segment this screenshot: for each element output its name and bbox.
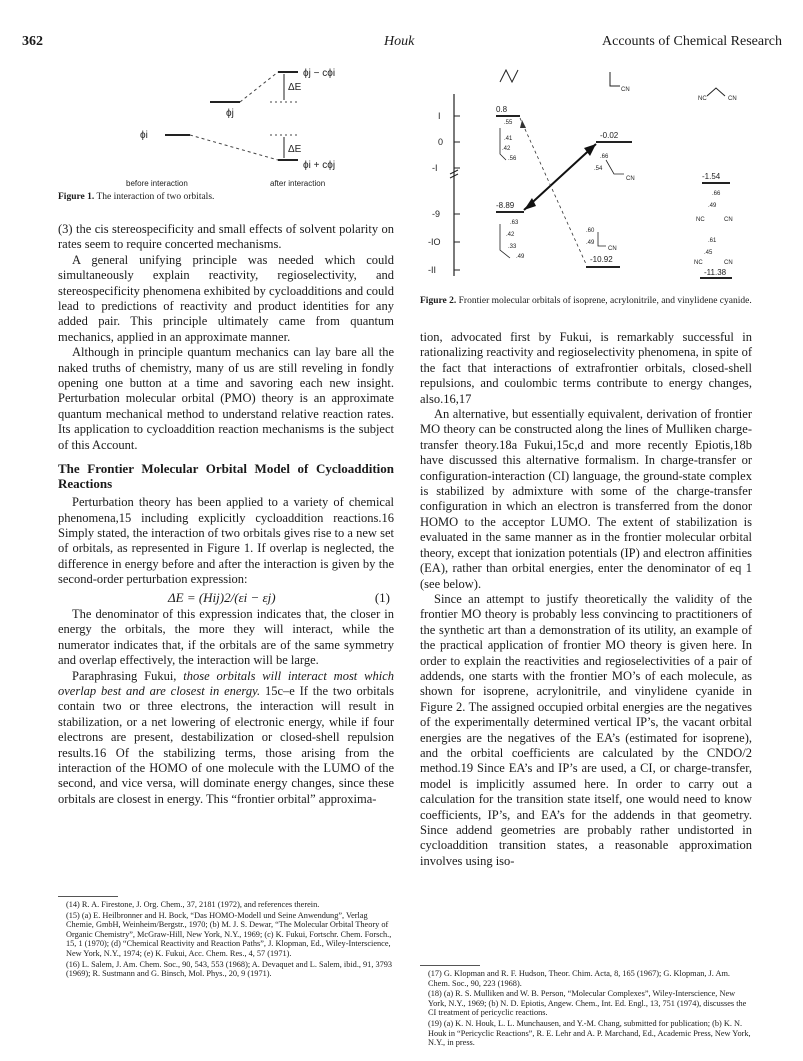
acrylonitrile-lumo-cn: CN (626, 176, 635, 182)
isoprene-homo-c1: .63 (510, 220, 519, 226)
page-header (22, 34, 782, 54)
acrylonitrile-homo-c2: .49 (586, 240, 595, 246)
right-paragraph-1: tion, advocated first by Fukui, is remarkably successful in rationalizing reactivity and regioselectivity phenomena, in spite of the fact that interactions of extrafrontier orbitals, closed-shell repulsions, and coulombic terms contribute to energy changes, also.16,17 (420, 330, 752, 406)
fukui-quote: those orbitals will interact most which overlap best and are closest in energy. (58, 668, 394, 698)
vinylidene-homo-c1: .61 (708, 238, 717, 244)
left-paragraph-3: Although in principle quantum mechanics can lay bare all the naked truths of chemistry, many of us are still reveling in fondly opening one button at a time and savoring each new insight. Perturbation molecular orbital (PMO) theory is an approximate quantum mechanical method to understand relative reaction rates. Its application to cycloaddition reaction mechanisms is the subject of this Account. (58, 345, 394, 452)
fig1-label-after: after interaction (270, 179, 326, 188)
acrylonitrile-structure-icon (610, 72, 620, 86)
vinylidene-top-cn: CN (728, 96, 737, 102)
fig1-label-phi-j-minus: ϕj − cϕi (303, 68, 336, 79)
right-footnotes (420, 969, 752, 1049)
isoprene-homo-c2: .42 (506, 232, 515, 238)
vinylidene-lumo-c2: .49 (708, 203, 717, 209)
figure2-caption-text: Frontier molecular orbitals of isoprene, acrylonitrile, and vinylidene cyanide. (458, 296, 752, 306)
acrylonitrile-lumo-c1: .66 (600, 154, 609, 160)
acrylonitrile-homo-energy: -10.92 (590, 255, 613, 264)
equation-1 (58, 588, 394, 607)
fig1-label-phi-j: ϕj (226, 108, 234, 119)
vinylidene-homo-cn: CN (724, 260, 733, 266)
interaction-arrow (524, 144, 596, 210)
left-paragraph-6-lead: Paraphrasing Fukui, (72, 668, 177, 683)
vinylidene-homo-c2: .45 (704, 250, 713, 256)
vinylidene-top-nc: NC (698, 96, 707, 102)
right-paragraph-3: Since an attempt to justify theoretically the validity of the frontier MO theory is probably less convincing to practitioners of the synthetic art than a demonstration of its utility, an example of the practical application of frontier MO theory is given here. In order to explain the reactivities and regioselectivities of a pair of addends, one starts with the frontier MO’s of each molecule, as shown for isoprene, acrylonitrile, and vinylidene cyanide in Figure 2. The assigned occupied orbital energies are the negatives of the experimentally determined vertical IP’s, the vacant orbital energies are the negatives of the EA’s (estimated for isoprene), and the orbital coefficients are calculated by the CNDO/2 method.19 Since EA’s and IP’s are used, a CI, or charge-transfer, model is implicitly assumed here. In order to carry out a calculation for the transition state itself, one would need to know coefficients, IP’s, and EA’s for the addends in that geometry. Since addend geometries are probably rather undistorted in cycloaddition transition states, a reasonable approximation involves using iso- (420, 591, 752, 868)
isoprene-homo-c4: .49 (516, 254, 525, 260)
right-paragraph-2: An alternative, but essentially equivalent, derivation of frontier MO theory can be constructed along the lines of Mulliken charge-transfer theory.18a Fukui,15c,d and more recently Epiotis,18b have discussed this alternative formalism. In charge-transfer or configuration-interaction (CI) language, the ground-state complex is stabilized by admixture with some of the charge-transfer configuration in which an electron is transferred from the donor HOMO to the acceptor LUMO. The extent of stabilization is evaluated in the same manner as in the frontier molecular orbital theory, except that ionization potentials (IP) and electron affinities (EA), rather than orbital energies, enter the denominator of eq 1 (see below). (420, 407, 752, 591)
figure2-caption-label: Figure 2. (420, 296, 457, 306)
footnote-14: (14) R. A. Firestone, J. Org. Chem., 37, 2181 (1972), and references therein. (66, 900, 320, 909)
vinylidene-lumo-nc: NC (696, 217, 705, 223)
fig1-label-delta-e-bottom: ΔE (288, 144, 302, 155)
figure1-caption-label: Figure 1. (58, 192, 95, 202)
figure1-caption (58, 192, 394, 202)
dashed-interaction (520, 118, 586, 264)
page-number: 362 (22, 34, 43, 49)
isoprene-homo-c3: .33 (508, 244, 517, 250)
left-paragraph-2: A general unifying principle was needed which could simultaneously explain reactivity, regioselectivity, and stereospecificity phenomena exhibited by cycloadditions and could lead to predictions of reactivity and product identities for any added pair. This principle ultimately came from quantum mechanics, applied in an approximate manner. (58, 252, 395, 344)
running-author: Houk (384, 34, 415, 49)
isoprene-homo-energy: -8.89 (496, 201, 515, 210)
right-column-body (420, 330, 752, 869)
left-paragraph-5: The denominator of this expression indicates that, the closer in energy the orbitals, the more they will interact, while the numerator indicates that, if the orbitals are of the same symmetry and overlap effectively, the interaction will be large. (58, 606, 394, 668)
fig1-label-delta-e-top: ΔE (288, 82, 302, 93)
vinylidene-lumo-cn: CN (724, 217, 733, 223)
section-heading: The Frontier Molecular Orbital Model of Cycloaddition Reactions (58, 461, 394, 492)
tick-minus-1: -I (432, 163, 438, 173)
fig1-label-phi-i-plus: ϕi + cϕj (303, 160, 336, 171)
vinylidene-homo-nc: NC (694, 260, 703, 266)
acrylonitrile-homo-c1: .60 (586, 228, 595, 234)
footnote-17: (17) G. Klopman and R. F. Hudson, Theor. Chim. Acta, 8, 165 (1967); G. Klopman, J. Am. Chem. Soc., 90, 223 (1968). (428, 969, 731, 988)
acrylonitrile-homo-cn: CN (608, 246, 617, 252)
vinylidene-lumo-energy: -1.54 (702, 172, 721, 181)
figure1-diagram (110, 60, 400, 190)
isoprene-lumo-c4: .56 (508, 156, 517, 162)
vinylidene-homo-energy: -11.38 (704, 268, 727, 277)
footnote-15: (15) (a) E. Heilbronner and H. Bock, “Das HOMO-Modell und Seine Anwendung”, Verlag Chemie, GmbH, Weinheim/Bergstr., 1970; (b) M. J. S. Dewar, “The Molecular Orbital Theory of Organic Chemistry”, McGraw-Hill, New York, N.Y., 1969; (c) K. Fukui, Fortschr. Chem. Forsch., 15, 1 (1970); (d) “Chemical Reactivity and Reaction Paths”, J. Klopman, Ed., Wiley-Interscience, New York, N.Y., 1974; (e) K. Fukui, Acc. Chem. Res., 4, 57 (1971). (66, 910, 392, 958)
left-paragraph-1: (3) the cis stereospecificity and small effects of solvent polarity on rates seem to require concerted mechanisms. (58, 222, 394, 252)
footnote-18: (18) (a) R. S. Mulliken and W. B. Person, “Molecular Complexes”, Wiley-Interscience, New York, N.Y., 1969; (b) N. D. Epiotis, Angew. Chem., Int. Ed. Engl., 13, 751 (1974), discusses the CI treatment of pericyclic reactions. (428, 989, 747, 1018)
tick-0: 0 (438, 137, 444, 147)
footnote-16: (16) L. Salem, J. Am. Chem. Soc., 90, 543, 553 (1968); A. Devaquet and L. Salem, ibid., 91, 3793 (1969); R. Sustmann and G. Binsch, Mol. Phys., 20, 9 (1971). (66, 959, 393, 979)
isoprene-structure-icon (500, 70, 518, 82)
figure2-caption (420, 296, 752, 307)
isoprene-lumo-c2: .41 (504, 136, 513, 142)
tick-minus-9: -9 (432, 209, 441, 219)
acrylonitrile-lumo-c2: .54 (594, 166, 603, 172)
left-footnotes (58, 900, 394, 980)
isoprene-lumo-c3: .42 (502, 146, 511, 152)
figure1-caption-text: The interaction of two orbitals. (96, 192, 215, 202)
left-paragraph-4: Perturbation theory has been applied to a variety of chemical phenomena,15 including explicitly cycloaddition reactions.16 Simply stated, the interaction of two orbitals gives rise to a new set of orbitals, as represented in Figure 1. If overlap is neglected, the difference in energy before and after the interaction is given by the second-order perturbation expression: (58, 495, 394, 587)
vinylidene-structure-icon (707, 88, 725, 96)
journal-title: Accounts of Chemical Research (602, 34, 782, 49)
equation-1-number: (1) (374, 589, 390, 605)
figure2-diagram (420, 64, 752, 294)
tick-minus-11: -II (428, 265, 436, 275)
equation-1-text: ΔE = (Hij)2/(εi − εj) (168, 589, 276, 605)
left-paragraph-6 (58, 669, 394, 808)
left-paragraph-6-rest: 15c–e If the two orbitals contain two or three electrons, the interaction will result in stabilization, or a net lowering of electronic energy, while if four electrons are present, destabilization or closed-shell repulsion results.16 Of the stabilizing terms, those arising from the interaction of the HOMO of one molecule with the LUMO of the second, and vice versa, will dominate energy changes, since these orbitals are closest in energy. This “frontier orbital” approxima- (58, 683, 395, 806)
fig1-label-before: before interaction (126, 179, 188, 188)
vinylidene-lumo-c1: .66 (712, 191, 721, 197)
footnote-19: (19) (a) K. N. Houk, L. L. Munchausen, and Y.-M. Chang, submitted for publication; (b) K. N. Houk in “Pericyclic Reactions”, R. E. Lehr and A. P. Marchand, Ed., Academic Press, New York, N.Y., in press. (428, 1018, 751, 1048)
tick-1: I (438, 111, 441, 121)
left-column-body (58, 222, 394, 807)
isoprene-lumo-c1: .55 (504, 120, 513, 126)
acrylonitrile-lumo-energy: -0.02 (600, 131, 619, 140)
acrylonitrile-top-cn: CN (621, 87, 630, 93)
tick-minus-10: -IO (428, 237, 441, 247)
fig1-label-phi-i: ϕi (140, 130, 148, 141)
isoprene-lumo-energy: 0.8 (496, 105, 508, 114)
